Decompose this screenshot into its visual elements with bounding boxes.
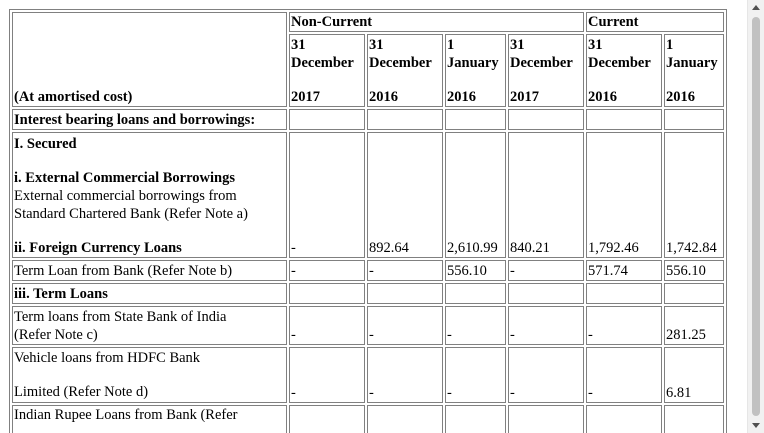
cell-value: - <box>508 347 584 403</box>
cell-value: - <box>289 260 365 281</box>
vertical-scrollbar[interactable] <box>747 0 764 433</box>
row-label: Term Loan from Bank (Refer Note b) <box>12 260 287 281</box>
table-row <box>12 283 724 304</box>
column-header: 1 January 2016 <box>664 34 724 107</box>
row-label: iii. Term Loans <box>12 283 287 304</box>
cell-value: - <box>586 347 662 403</box>
row-label: Term loans from State Bank of India (Refer Note c) <box>12 306 287 345</box>
cell-value: - <box>508 260 584 281</box>
cell-value: 2,610.99 <box>445 132 506 258</box>
non-current-header: Non-Current <box>289 12 584 32</box>
table-row <box>12 347 724 403</box>
scroll-thumb[interactable] <box>752 17 760 416</box>
borrowings-table <box>9 9 727 433</box>
table-row <box>12 132 724 258</box>
cell-value: 840.21 <box>508 132 584 258</box>
scroll-up-icon[interactable] <box>752 5 760 10</box>
row-label: Vehicle loans from HDFC Bank Limited (Refer Note d) <box>12 347 287 403</box>
row-label: I. Secured i. External Commercial Borrowings External commercial borrowings from Standard Chartered Bank (Refer Note a) ii. Foreign Currency Loans <box>12 132 287 258</box>
cell-value: - <box>445 347 506 403</box>
cell-value: 1,792.46 <box>586 132 662 258</box>
cell-value: - <box>367 260 443 281</box>
cell-value: - <box>289 347 365 403</box>
cell-value: 1,742.84 <box>664 132 724 258</box>
table-row <box>12 260 724 281</box>
cell-value: - <box>508 306 584 345</box>
column-header: 31 December 2017 <box>508 34 584 107</box>
current-header: Current <box>586 12 724 32</box>
cell-value: - <box>289 132 365 258</box>
stub-header: (At amortised cost) <box>12 12 287 107</box>
column-header: 1 January 2016 <box>445 34 506 107</box>
cell-value: - <box>367 306 443 345</box>
cell-value: 281.25 <box>664 306 724 345</box>
cell-value: 556.10 <box>445 260 506 281</box>
table-row <box>12 109 724 130</box>
cell-value: 892.64 <box>367 132 443 258</box>
cell-value: - <box>289 306 365 345</box>
table-row <box>12 405 724 433</box>
cell-value: 556.10 <box>664 260 724 281</box>
column-header: 31 December 2016 <box>367 34 443 107</box>
row-label: Interest bearing loans and borrowings: <box>12 109 287 130</box>
cell-value: 571.74 <box>586 260 662 281</box>
row-label: Indian Rupee Loans from Bank (Refer <box>12 405 287 433</box>
cell-value: - <box>367 347 443 403</box>
cell-value: - <box>586 306 662 345</box>
scroll-down-icon[interactable] <box>752 423 760 428</box>
cell-value: - <box>445 306 506 345</box>
group-header-row <box>12 12 724 32</box>
column-header: 31 December 2017 <box>289 34 365 107</box>
table-row <box>12 306 724 345</box>
cell-value: 6.81 <box>664 347 724 403</box>
column-header: 31 December 2016 <box>586 34 662 107</box>
